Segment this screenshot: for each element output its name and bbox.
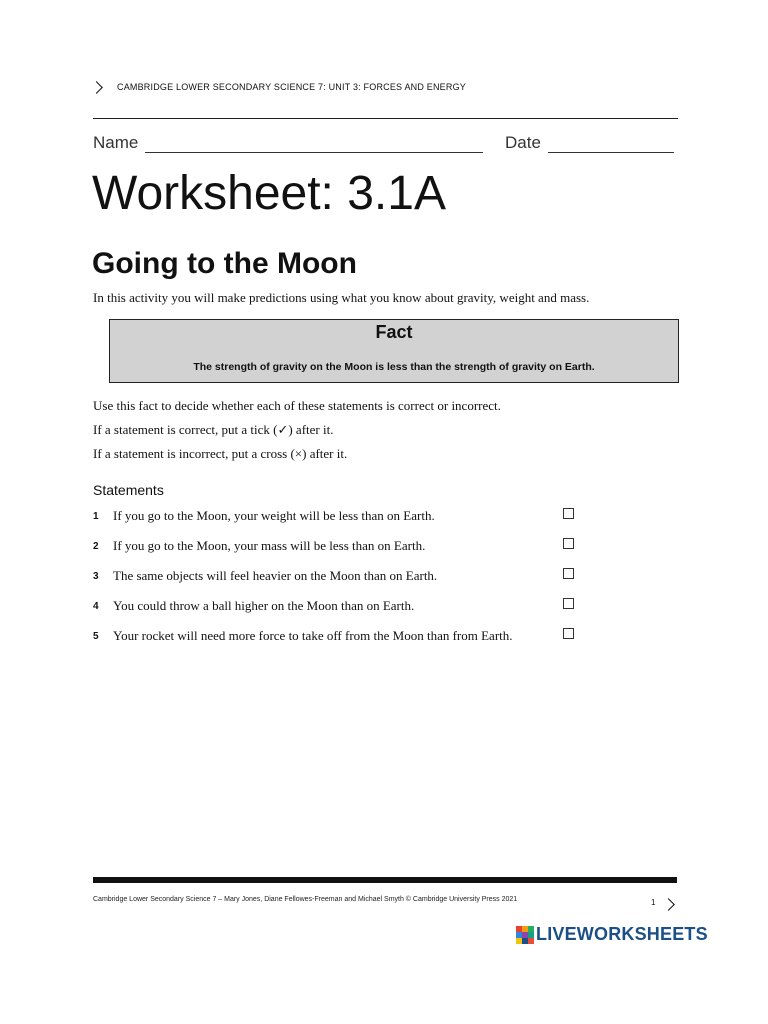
- statement-3-checkbox[interactable]: [563, 568, 574, 579]
- intro-text: In this activity you will make predictions using what you know about gravity, weight and mass.: [93, 290, 590, 305]
- statement-text: Your rocket will need more force to take off from the Moon than from Earth.: [113, 628, 513, 643]
- liveworksheets-logo: [516, 924, 708, 945]
- statement-text: The same objects will feel heavier on the Moon than on Earth.: [113, 568, 438, 583]
- statement-text: You could throw a ball higher on the Moon than on Earth.: [113, 598, 415, 613]
- instruction-2: If a statement is correct, put a tick (✓) after it.: [93, 422, 334, 437]
- chevron-right-icon: [90, 81, 103, 94]
- date-label: Date: [505, 133, 541, 152]
- liveworksheets-logo-icon: [516, 926, 534, 944]
- fact-text: The strength of gravity on the Moon is less than the strength of gravity on Earth.: [193, 361, 595, 373]
- statement-number: 5: [93, 631, 99, 642]
- fact-box: [109, 319, 679, 383]
- name-field-line[interactable]: [145, 152, 483, 153]
- footer-credits: Cambridge Lower Secondary Science 7 – Mary Jones, Diane Fellowes-Freeman and Michael Smyth © Cambridge University Press 2021: [93, 896, 518, 903]
- top-divider: [93, 118, 678, 119]
- fact-title: Fact: [375, 322, 413, 342]
- date-field-line[interactable]: [548, 152, 674, 153]
- header-text: CAMBRIDGE LOWER SECONDARY SCIENCE 7: UNIT 3: FORCES AND ENERGY: [117, 82, 466, 92]
- instruction-1: Use this fact to decide whether each of these statements is correct or incorrect.: [93, 398, 501, 413]
- footer-divider: [93, 877, 677, 883]
- statement-number: 1: [93, 511, 99, 522]
- statement-1-checkbox[interactable]: [563, 508, 574, 519]
- statement-5-checkbox[interactable]: [563, 628, 574, 639]
- next-page-chevron-icon[interactable]: [662, 898, 675, 911]
- statement-4-checkbox[interactable]: [563, 598, 574, 609]
- page-title: Worksheet: 3.1A: [92, 167, 446, 220]
- name-label: Name: [93, 133, 139, 152]
- page-number: 1: [651, 898, 656, 907]
- statement-number: 2: [93, 541, 99, 552]
- page-subtitle: Going to the Moon: [92, 247, 357, 280]
- statement-number: 3: [93, 571, 99, 582]
- instruction-3: If a statement is incorrect, put a cross (×) after it.: [93, 446, 348, 461]
- liveworksheets-wordmark: LIVEWORKSHEETS: [536, 924, 708, 944]
- running-header: [92, 82, 466, 92]
- statement-text: If you go to the Moon, your mass will be less than on Earth.: [113, 538, 426, 553]
- statement-number: 4: [93, 601, 99, 612]
- statement-text: If you go to the Moon, your weight will be less than on Earth.: [113, 508, 435, 523]
- statements-heading: Statements: [93, 482, 164, 498]
- statement-2-checkbox[interactable]: [563, 538, 574, 549]
